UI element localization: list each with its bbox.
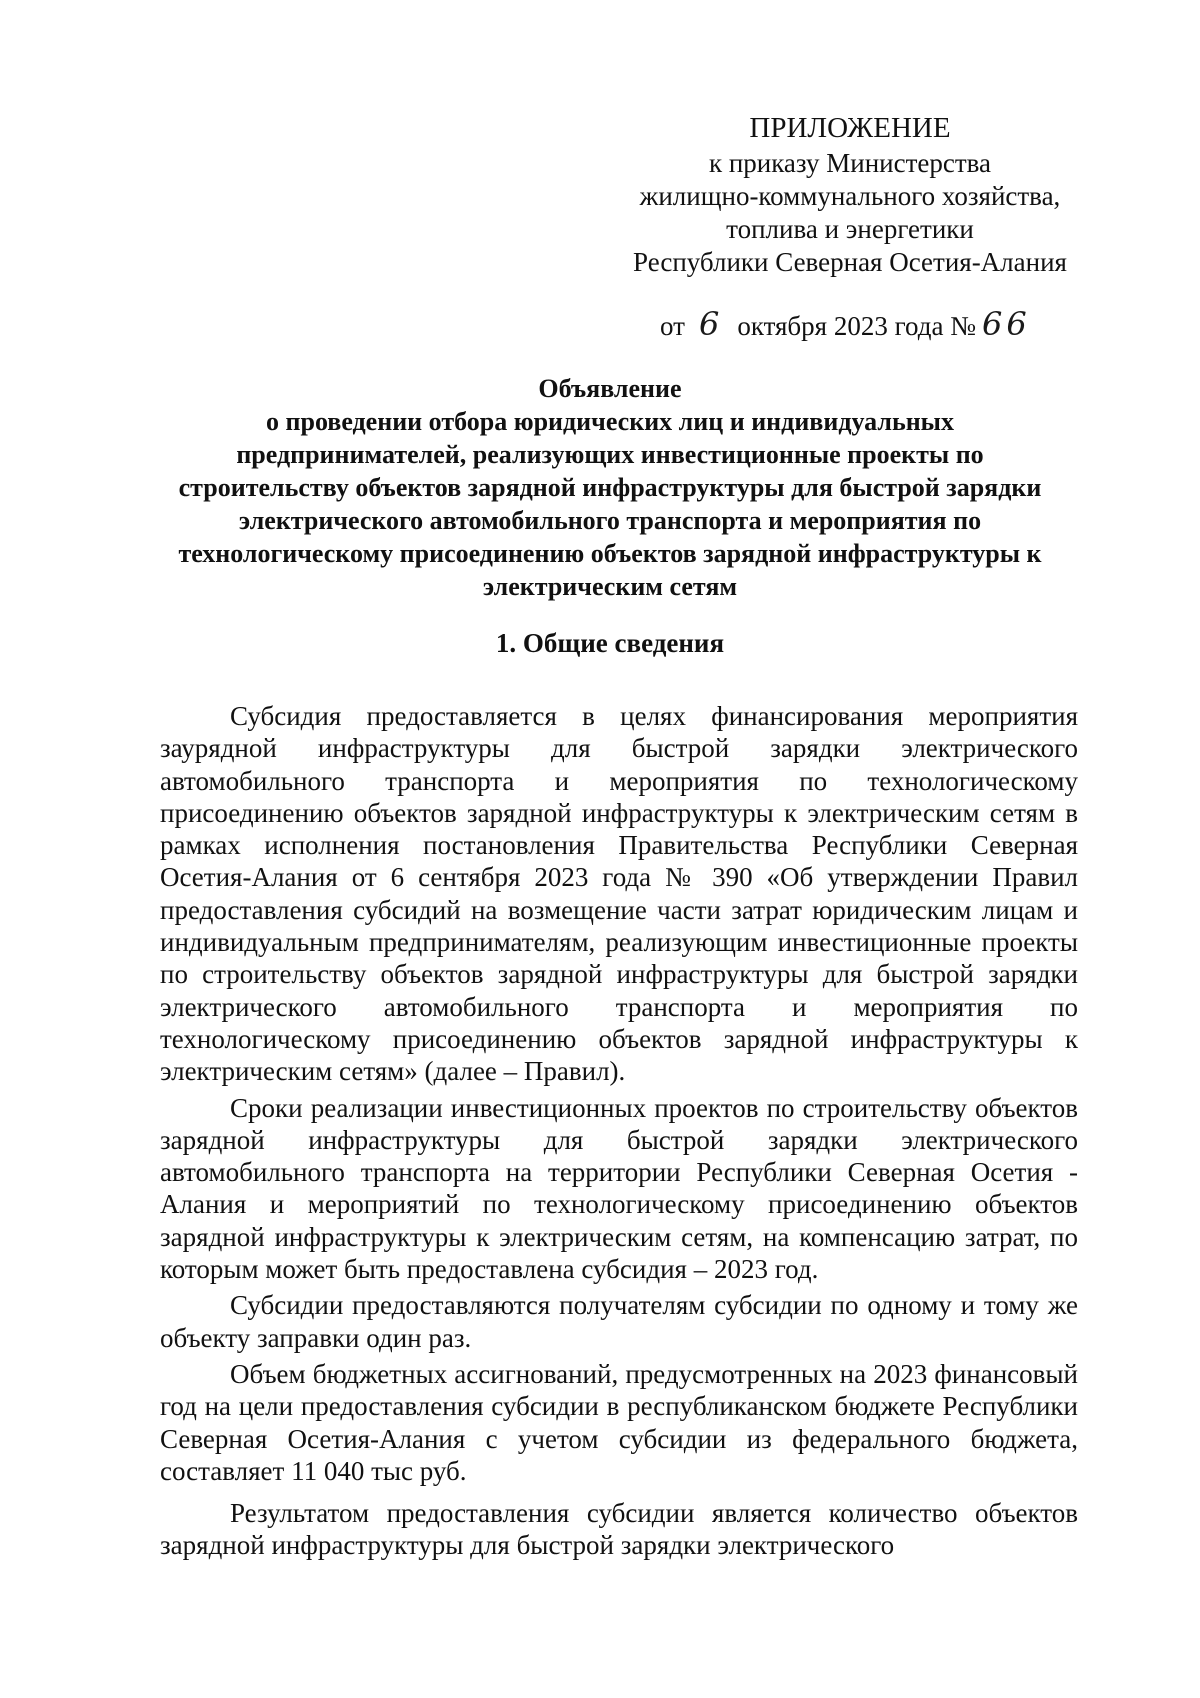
order-month-year: октября 2023 года № [737, 311, 976, 341]
paragraph: Результатом предоставления субсидии является количество объектов зарядной инфраструктуры для быстрой зарядки электрического [160, 1498, 1078, 1561]
document-body [160, 700, 1078, 1566]
appendix-block [620, 112, 1080, 279]
title-line: электрического автомобильного транспорта и мероприятия по [238, 506, 982, 535]
title-line: предпринимателей, реализующих инвестиционные проекты по [236, 440, 984, 469]
title-line: строительству объектов зарядной инфраструктуры для быстрой зарядки [178, 473, 1042, 502]
handwritten-order-number: 66 [981, 305, 1031, 343]
appendix-heading: ПРИЛОЖЕНИЕ [749, 112, 951, 144]
order-prefix: от [660, 311, 685, 341]
order-date-number [660, 305, 1031, 343]
title-line: о проведении отбора юридических лиц и индивидуальных [266, 407, 954, 436]
appendix-line: топлива и энергетики [726, 214, 974, 244]
paragraph: Субсидия предоставляется в целях финансирования мероприятия заурядной инфраструктуры для быстрой зарядки электрического автомобильного транспорта и мероприятия по технологическому присоединению объектов зарядной инфраструктуры к электрическим сетям в рамках исполнения постановления Правительства Республики Северная Осетия-Алания от 6 сентября 2023 года № 390 «Об утверждении Правил предоставления субсидий на возмещение части затрат юридическим лицам и индивидуальным предпринимателям, реализующим инвестиционные проекты по строительству объектов зарядной инфраструктуры для быстрой зарядки электрического автомобильного транспорта и мероприятия по технологическому присоединению объектов зарядной инфраструктуры к электрическим сетям» (далее – Правил). [160, 701, 1078, 1087]
announcement-title [150, 372, 1070, 603]
title-line: Объявление [538, 374, 682, 403]
appendix-line: Республики Северная Осетия-Алания [633, 247, 1067, 277]
appendix-line: к приказу Министерства [708, 148, 992, 178]
handwritten-day: 6 [698, 305, 720, 343]
paragraph: Объем бюджетных ассигнований, предусмотренных на 2023 финансовый год на цели предоставления субсидии в республиканском бюджете Республики Северная Осетия-Алания с учетом субсидии из федерального бюджета, составляет 11 040 тыс руб. [160, 1358, 1078, 1486]
appendix-line: жилищно-коммунального хозяйства, [639, 181, 1061, 211]
title-line: электрическим сетям [482, 572, 738, 601]
section-heading: 1. Общие сведения [495, 628, 725, 658]
title-line: технологическому присоединению объектов зарядной инфраструктуры к [178, 539, 1042, 568]
paragraph: Сроки реализации инвестиционных проектов по строительству объектов зарядной инфраструктуры для быстрой зарядки электрического автомобильного транспорта на территории Республики Северная Осетия - Алания и мероприятий по технологическому присоединению объектов зарядной инфраструктуры к электрическим сетям, на компенсацию затрат, по которым может быть предоставлена субсидия – 2023 год. [160, 1092, 1078, 1285]
paragraph: Субсидии предоставляются получателям субсидии по одному и тому же объекту заправки один раз. [160, 1290, 1078, 1353]
